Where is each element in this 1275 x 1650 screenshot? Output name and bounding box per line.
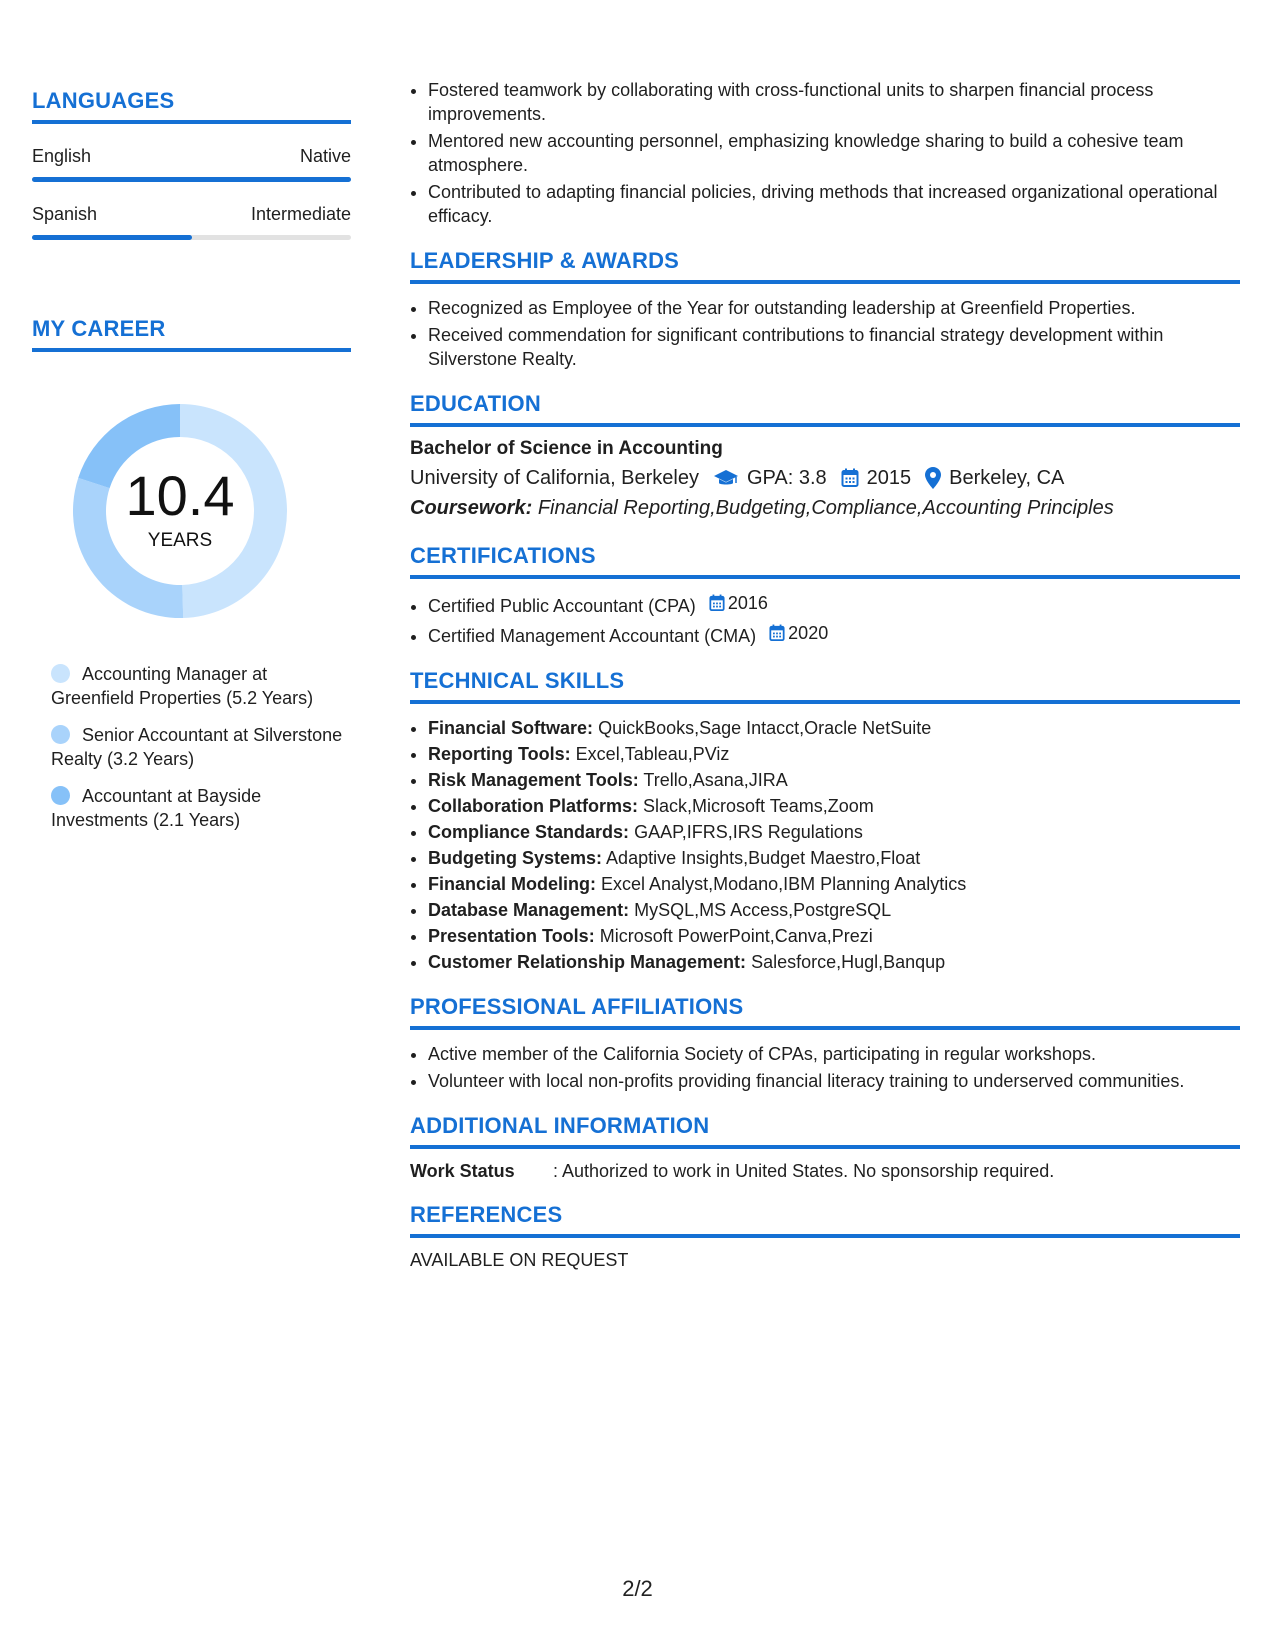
education-year: 2015: [866, 467, 912, 489]
references-text: AVAILABLE ON REQUEST: [410, 1250, 629, 1270]
career-donut: [65, 396, 295, 626]
language-bar-fill: [32, 177, 351, 182]
skill-value: QuickBooks,Sage Intacct,Oracle NetSuite: [598, 718, 932, 738]
skill-value: Salesforce,Hugl,Banqup: [751, 952, 946, 972]
work-status-value: : Authorized to work in United States. No sponsorship required.: [553, 1161, 1055, 1181]
skill-label: Collaboration Platforms:: [428, 796, 639, 816]
main-content: [410, 78, 1240, 1271]
language-level: Intermediate: [250, 204, 351, 224]
certifications-section: [410, 543, 1240, 648]
skills-title: TECHNICAL SKILLS: [410, 668, 1240, 704]
legend-label: Accountant at Bayside Investments (2.1 Years): [51, 786, 262, 830]
legend-dot: [51, 725, 70, 744]
skill-value: MySQL,MS Access,PostgreSQL: [634, 900, 892, 920]
language-bar: [32, 177, 351, 182]
list-item: [428, 591, 1240, 618]
list-item: [428, 768, 1240, 792]
legend-dot: [51, 664, 70, 683]
language-english: [32, 146, 351, 182]
additional-section: [410, 1113, 1240, 1182]
additional-title: ADDITIONAL INFORMATION: [410, 1113, 1240, 1149]
career-legend-item: [51, 662, 351, 710]
career-total-years: 10.4: [125, 464, 235, 527]
list-item: [428, 621, 1240, 648]
career-legend: [51, 662, 351, 832]
career-legend-item: [51, 723, 351, 771]
education-location: Berkeley, CA: [949, 467, 1065, 489]
legend-dot: [51, 786, 70, 805]
list-item: • Mentored new accounting personnel, emphasizing knowledge sharing to build a cohesive team atmosphere.: [428, 129, 1240, 177]
list-item: • Fostered teamwork by collaborating with cross-functional units to sharpen financial process improvements.: [428, 78, 1240, 126]
career-section: [32, 316, 351, 832]
skill-value: Adaptive Insights,Budget Maestro,Float: [606, 848, 921, 868]
leadership-title: LEADERSHIP & AWARDS: [410, 248, 1240, 284]
career-legend-item: [51, 784, 351, 832]
legend-label: Senior Accountant at Silverstone Realty (3.2 Years): [51, 725, 343, 769]
skill-value: Excel Analyst,Modano,IBM Planning Analytics: [601, 874, 967, 894]
sidebar: [32, 88, 351, 845]
skill-value: GAAP,IFRS,IRS Regulations: [634, 822, 863, 842]
list-item: [428, 872, 1240, 896]
list-item: [428, 950, 1240, 974]
language-level: Native: [299, 146, 351, 166]
list-item: [428, 846, 1240, 870]
certification-name: Certified Management Accountant (CMA): [428, 626, 757, 646]
skill-label: Financial Software:: [428, 718, 594, 738]
language-bar: [32, 235, 351, 240]
list-item: • Recognized as Employee of the Year for outstanding leadership at Greenfield Properties.: [428, 296, 1240, 320]
skill-label: Presentation Tools:: [428, 926, 595, 946]
experience-bullets: [410, 78, 1240, 228]
references-title: REFERENCES: [410, 1202, 1240, 1238]
education-school: University of California, Berkeley: [410, 467, 699, 489]
skill-label: Customer Relationship Management:: [428, 952, 747, 972]
skill-label: Database Management:: [428, 900, 630, 920]
education-gpa: GPA: 3.8: [747, 467, 827, 489]
list-item: [428, 924, 1240, 948]
skill-label: Financial Modeling:: [428, 874, 597, 894]
career-title: MY CAREER: [32, 316, 351, 352]
skill-value: Trello,Asana,JIRA: [643, 770, 788, 790]
legend-label: Accounting Manager at Greenfield Properties (5.2 Years): [51, 664, 314, 708]
skill-value: Microsoft PowerPoint,Canva,Prezi: [599, 926, 873, 946]
references-section: [410, 1202, 1240, 1271]
skill-value: Excel,Tableau,PViz: [575, 744, 730, 764]
list-item: [428, 742, 1240, 766]
location-pin-icon: [925, 467, 941, 489]
list-item: • Volunteer with local non-profits providing financial literacy training to underserved communities.: [428, 1069, 1240, 1093]
skill-label: Reporting Tools:: [428, 744, 571, 764]
language-name: English: [32, 146, 92, 166]
education-meta: [410, 463, 1240, 493]
skill-value: Slack,Microsoft Teams,Zoom: [643, 796, 874, 816]
skills-list: [410, 716, 1240, 974]
list-item: [428, 716, 1240, 740]
work-status-label: Work Status: [410, 1161, 515, 1181]
calendar-icon: [709, 594, 725, 612]
page-number: 2/2: [622, 1576, 653, 1601]
language-name: Spanish: [32, 204, 98, 224]
education-title: EDUCATION: [410, 391, 1240, 427]
skill-label: Compliance Standards:: [428, 822, 630, 842]
calendar-icon: [769, 624, 785, 642]
career-years-unit: YEARS: [147, 530, 213, 551]
list-item: • Received commendation for significant contributions to financial strategy development within Silverstone Realty.: [428, 323, 1240, 371]
leadership-section: [410, 248, 1240, 371]
list-item: • Active member of the California Society of CPAs, participating in regular workshops.: [428, 1042, 1240, 1066]
languages-title: LANGUAGES: [32, 88, 351, 124]
list-item: [428, 820, 1240, 844]
coursework-value: Financial Reporting,Budgeting,Compliance,Accounting Principles: [537, 497, 1114, 519]
skills-section: [410, 668, 1240, 974]
language-bar-fill: [32, 235, 192, 240]
education-section: [410, 391, 1240, 523]
education-degree: Bachelor of Science in Accounting: [410, 438, 723, 459]
certification-name: Certified Public Accountant (CPA): [428, 596, 696, 616]
affiliations-section: [410, 994, 1240, 1093]
coursework-label: Coursework:: [410, 497, 533, 519]
list-item: • Contributed to adapting financial policies, driving methods that increased organizational operational efficacy.: [428, 180, 1240, 228]
list-item: [428, 794, 1240, 818]
education-coursework: [410, 493, 1240, 523]
language-spanish: [32, 204, 351, 240]
certification-year: 2016: [727, 593, 768, 613]
list-item: [428, 898, 1240, 922]
skill-label: Risk Management Tools:: [428, 770, 639, 790]
certifications-title: CERTIFICATIONS: [410, 543, 1240, 579]
affiliations-title: PROFESSIONAL AFFILIATIONS: [410, 994, 1240, 1030]
skill-label: Budgeting Systems:: [428, 848, 603, 868]
certification-year: 2020: [788, 623, 829, 643]
calendar-icon: [841, 468, 859, 488]
work-status-row: [410, 1161, 1240, 1182]
graduation-cap-icon: [713, 468, 739, 488]
